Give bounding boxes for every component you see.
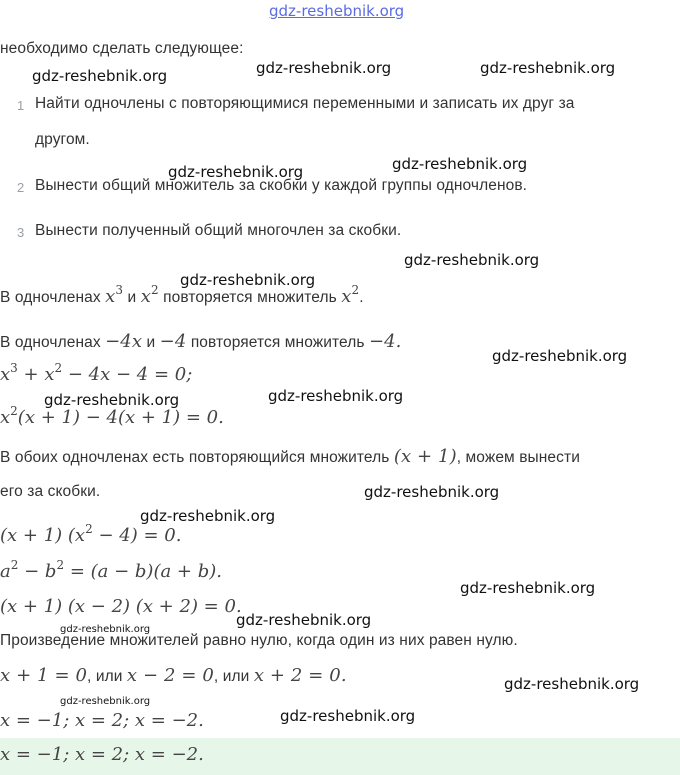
math-x2: x — [140, 286, 151, 307]
watermark: gdz-reshebnik.org — [364, 483, 500, 501]
step-3-text: Вынести полученный общий многочлен за скобки. — [35, 222, 402, 239]
para1-mid: и — [123, 289, 141, 306]
watermark: gdz-reshebnik.org — [492, 347, 628, 365]
eq4-rest: = (a − b)(a + b). — [69, 561, 222, 582]
watermark: gdz-reshebnik.org — [268, 387, 404, 405]
eq3-exp2: 2 — [85, 522, 93, 536]
watermark-small: gdz-reshebnik.org — [60, 624, 151, 635]
step-number-1: 1 — [17, 98, 25, 113]
watermark-header-link[interactable]: gdz-reshebnik.org — [269, 2, 405, 20]
watermark: gdz-reshebnik.org — [180, 271, 316, 289]
watermark: gdz-reshebnik.org — [504, 675, 640, 693]
case-3: x + 2 = 0. — [253, 665, 347, 686]
math-minus4x: −4x — [105, 331, 143, 352]
step-number-3: 3 — [17, 225, 25, 240]
equation-grouped — [0, 404, 224, 428]
watermark: gdz-reshebnik.org — [168, 163, 304, 181]
or-1: , или — [87, 668, 127, 685]
eq3-part-a: (x + 1) (x — [0, 525, 86, 546]
equation-roots: x = −1; x = 2; x = −2. — [0, 710, 204, 731]
equation-difference-of-squares — [0, 558, 222, 582]
paragraph-common-factor-minus4 — [0, 331, 402, 352]
math-minus4-factor: −4. — [368, 331, 402, 352]
eq1-rest: − 4x − 4 = 0; — [67, 364, 193, 385]
paragraph-common-binomial-line2: его за скобки. — [0, 483, 101, 500]
equation-cases — [0, 665, 347, 686]
math-minus4: −4 — [159, 331, 187, 352]
watermark: gdz-reshebnik.org — [32, 67, 168, 85]
math-exp2-factor: 2 — [351, 283, 360, 297]
watermark: gdz-reshebnik.org — [140, 507, 276, 525]
watermark: gdz-reshebnik.org — [44, 391, 180, 409]
para2-mid: и — [142, 334, 160, 351]
eq2-exp2: 2 — [10, 404, 18, 418]
equation-fully-factored: (x + 1) (x − 2) (x + 2) = 0. — [0, 596, 242, 617]
eq4-a: a — [0, 561, 11, 582]
paragraph-common-factor-x2 — [0, 283, 364, 307]
eq4-exp2-b: 2 — [56, 558, 65, 572]
para1-end: . — [359, 289, 364, 306]
eq1-x: x — [0, 364, 11, 385]
step-number-2: 2 — [17, 180, 25, 195]
eq3-part-b: − 4) = 0. — [98, 525, 182, 546]
eq1-plus-x: + x — [23, 364, 55, 385]
para1-post: повторяется множитель — [158, 289, 342, 306]
math-exp3: 3 — [115, 283, 124, 297]
step-1-line-2: другом. — [35, 131, 90, 148]
eq4-exp2-a: 2 — [10, 558, 19, 572]
step-1-line-1: Найти одночлены с повторяющимися переменными и записать их друг за — [35, 95, 575, 112]
para2-pre: В одночленах — [0, 334, 106, 351]
para3-pre: В обоих одночленах есть повторяющийся множитель — [0, 449, 394, 466]
watermark-small: gdz-reshebnik.org — [60, 696, 151, 707]
eq2-x: x — [0, 407, 11, 428]
para1-pre: В одночленах — [0, 289, 106, 306]
math-x3: x — [105, 286, 116, 307]
math-exp2: 2 — [150, 283, 159, 297]
watermark: gdz-reshebnik.org — [404, 251, 540, 269]
watermark: gdz-reshebnik.org — [460, 579, 596, 597]
eq2-rest: (x + 1) − 4(x + 1) = 0. — [17, 407, 224, 428]
para2-post: повторяется множитель — [186, 334, 369, 351]
or-2: , или — [213, 668, 254, 685]
eq4-minus-b: − b — [24, 561, 57, 582]
watermark: gdz-reshebnik.org — [280, 707, 416, 725]
answer-text: x = −1; x = 2; x = −2. — [0, 744, 204, 765]
eq1-exp2: 2 — [54, 361, 63, 375]
step-2-text: Вынести общий множитель за скобки у каждой группы одночленов. — [35, 177, 528, 194]
watermark: gdz-reshebnik.org — [480, 59, 616, 77]
intro-text: необходимо сделать следующее: — [0, 40, 244, 57]
answer-box — [0, 738, 680, 775]
equation-original — [0, 361, 193, 385]
paragraph-common-binomial-line1 — [0, 446, 580, 467]
watermark: gdz-reshebnik.org — [236, 611, 372, 629]
watermark: gdz-reshebnik.org — [392, 155, 528, 173]
equation-factored — [0, 522, 182, 546]
case-1: x + 1 = 0 — [0, 665, 88, 686]
math-x-plus-1: (x + 1) — [393, 446, 457, 467]
paragraph-zero-product: Произведение множителей равно нулю, когда один из них равен нулю. — [0, 632, 518, 649]
case-2: x − 2 = 0 — [126, 665, 214, 686]
eq1-exp3: 3 — [10, 361, 18, 375]
para3-post: , можем вынести — [456, 449, 580, 466]
math-x2-factor: x — [341, 286, 352, 307]
watermark: gdz-reshebnik.org — [256, 59, 392, 77]
